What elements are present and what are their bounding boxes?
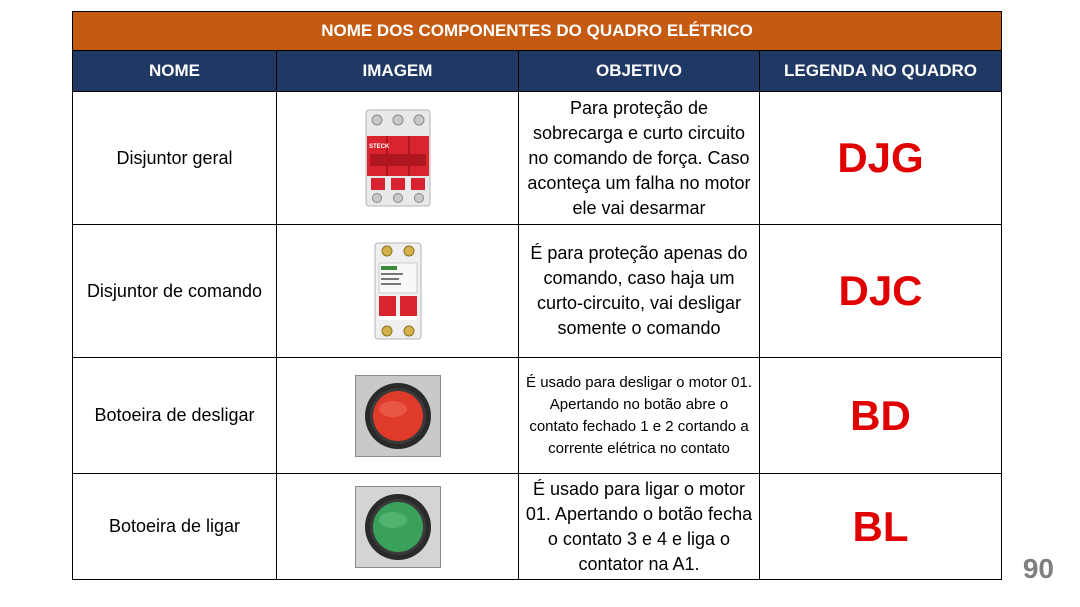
component-legend: BD: [760, 358, 1002, 474]
component-name: Disjuntor de comando: [73, 225, 277, 358]
header-legend: LEGENDA NO QUADRO: [760, 51, 1002, 92]
table-title: NOME DOS COMPONENTES DO QUADRO ELÉTRICO: [73, 12, 1002, 51]
header-image: IMAGEM: [277, 51, 519, 92]
component-objective: É usado para ligar o motor 01. Apertando o botão fecha o contato 3 e 4 e liga o contator na A1.: [519, 474, 760, 580]
red-push-button-icon: [355, 375, 441, 457]
component-name: Disjuntor geral: [73, 92, 277, 225]
table-row: [73, 92, 1002, 225]
component-legend: DJC: [760, 225, 1002, 358]
component-name: Botoeira de desligar: [73, 358, 277, 474]
table-row: [73, 474, 1002, 580]
header-objective: OBJETIVO: [519, 51, 760, 92]
component-image-cell: [277, 474, 519, 580]
component-objective: É usado para desligar o motor 01. Apertando no botão abre o contato fechado 1 e 2 cortando a corrente elétrica no contato: [519, 358, 760, 474]
component-objective: É para proteção apenas do comando, caso haja um curto-circuito, vai desligar somente o comando: [519, 225, 760, 358]
component-objective: Para proteção de sobrecarga e curto circuito no comando de força. Caso aconteça um falha no motor ele vai desarmar: [519, 92, 760, 225]
component-legend: DJG: [760, 92, 1002, 225]
component-legend: BL: [760, 474, 1002, 580]
two-pole-circuit-breaker-icon: [373, 241, 423, 341]
component-name: Botoeira de ligar: [73, 474, 277, 580]
three-pole-circuit-breaker-icon: [365, 108, 431, 208]
svg-text:STECK: STECK: [368, 144, 389, 150]
component-image-cell: [277, 358, 519, 474]
component-image-cell: [277, 225, 519, 358]
header-name: NOME: [73, 51, 277, 92]
page-number: 90: [1022, 553, 1054, 584]
components-table: [72, 11, 1002, 580]
component-image-cell: [277, 92, 519, 225]
table-row: [73, 358, 1002, 474]
green-push-button-icon: [355, 486, 441, 568]
table-row: [73, 225, 1002, 358]
